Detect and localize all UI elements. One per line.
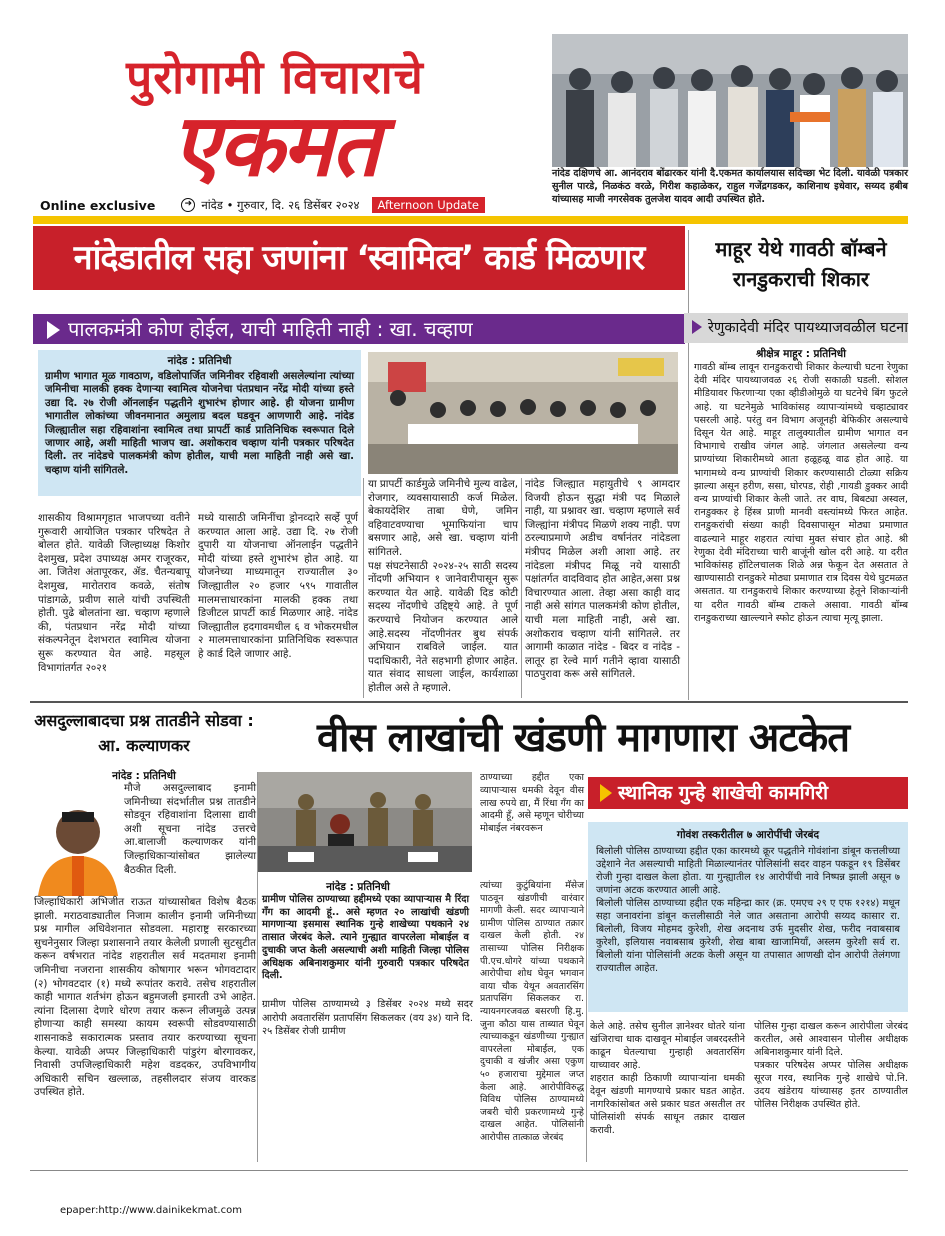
story1-lead-box xyxy=(38,350,361,496)
arrow-right-icon: ➜ xyxy=(181,198,195,212)
story1-col3: या प्रापर्टी कार्डमुळे जमिनीचे मुल्य वाढेल, रोजगार, व्यवसायासाठी कर्ज मिळेल. बेकायदेशिर ताबा घेणे, जमिन वहिवाटवण्याचा भूमाफियांना चाप बसणार आहे, असे खा. चव्हाण यांनी सांगितले. पक्ष संघटनेसाठी २०२४-२५ साठी सदस्य नोंदणी अभियान १ जानेवारीपासून सुरू करण्यात येत आहे. यावेळी दिड कोटी सदस्य नोंदणीचे उद्दिष्ट्ये आहे. ते पूर्ण करण्याचे नियोजन करण्यात आले आहे.सदस्य नोंदणीनंतर बुथ संपर्क अभियान राबविले जाईल. यात पदाधिकारी, नेते सहभागी होणार आहेत. यात संवाद साधला जाईल, कार्यशाळा होतील असे ते म्हणाले. xyxy=(368,478,518,694)
top-photo xyxy=(552,34,908,167)
story5-headline: गोवंश तस्करीतील ७ आरोपींची जेरबंद xyxy=(676,829,820,841)
story4-subhead-text: स्थानिक गुन्हे शाखेची कामगिरी xyxy=(618,782,828,804)
masthead-logo: एकमत xyxy=(171,95,379,196)
press-conference-image xyxy=(368,352,678,474)
story4-colD: पोलिस गुन्हा दाखल करून आरोपीला जेरबंद करतील, असे आश्वासन पोलीस अधीक्षक अबिनाशकुमार यांनी दिले. पत्रकार परिषदेस अप्पर पोलिस अधीक्षक सूरज गरव, स्थानिक गुन्हे शाखेचे पो.नि. उदय खंडेराय यांच्यासह इतर ठाण्यातील पोलिस निरीक्षक उपस्थित होते. xyxy=(754,1021,908,1110)
footer-rule xyxy=(30,1170,908,1171)
story2-byline: श्रीक्षेत्र माहूर : प्रतिनिधी xyxy=(756,348,846,360)
story4-colC: केले आहे. तसेच सुनील ज्ञानेश्वर धोतरे यांना खंजिराचा धाक दाखवून मोबाईल जबरदस्तीने काढून घेतल्याचा गुन्हाही अवतारसिंग याच्यावर आहे. शहरात काही ठिकाणी व्यापाऱ्यांना धमकी देवून खंडणी मागण्याचे प्रकार घडत आहेत. नागरिकांसोबत असे प्रकार घडत असतील तर पोलिसांशी संपर्क साधून तक्रार दाखल करावी. xyxy=(590,1021,745,1136)
story4-lead-box xyxy=(258,894,473,996)
person-portrait-image xyxy=(34,798,122,896)
group-photo-image xyxy=(552,34,908,167)
story1-headline: नांदेडातील सहा जणांना ‘स्वामित्व’ कार्ड मिळणार xyxy=(33,226,685,290)
story1-subhead xyxy=(33,314,685,344)
column-divider xyxy=(521,478,522,698)
play-triangle-icon xyxy=(47,321,60,339)
horizontal-rule xyxy=(30,701,908,703)
story4-byline: नांदेड : प्रतिनिधी xyxy=(326,881,390,893)
top-photo-caption: नांदेड दक्षिणचे आ. आनंदराव बोंढारकर यांनी दै.एकमत कार्यालयास सदिच्छा भेट दिली. यावेळी पत्रकार सुनील पारडे, निळकंठ वरळे, गिरीश कहाळेकर, राहुल गजेंद्रगडकर, काशिनाथ इधेवार, सय्यद हबीब यांच्यासह माजी नगरसेवक तुलजेश यादव आदी उपस्थित होते. xyxy=(552,168,908,205)
story2-body: गावठी बॉम्ब लावून रानडुकराची शिकार केल्याची घटना रेणुका देवी मंदिर पायथ्याजवळ २६ रोजी सकाळी घडली. सोशल मीडियावर फिरणाऱ्या एका व्हीडीओमुळे या घटनेचे बिंग फुटले आहे. या घटनेमुळे भाविकांसह व्यापाऱ्यांमध्ये चव्हाट्यावर पसरली आहे. परंतु वन विभाग अजूनही बेफिकीर असल्याचे दिसून येत आहे. माहूर तालुक्यातील ग्रामीण भागात वन विभागाचे राखीव जंगल आहे. जंगलात असलेल्या वन्य प्राण्यांच्या शिकारीमध्ये आता हळूहळू वाढ होत आहे. या भागामध्ये वन्य प्राण्यांची शिकार करण्यासाठी टोळ्या सक्रिय झाल्या असून हरीण, ससा, घोरपड, रोही ,गायडी डुक्कर आदी वन्य प्राण्यांची शिकार केली जाते. तर वाघ, बिबट्या अस्वल, रानडुक्कर हे हिंस्त्र प्राणी मानवी वस्त्यांमध्ये फिरत आहेत. रानडुकरांची संख्या काही दिवसापासून मोठ्या प्रमाणात वाढल्याने माहूर शहरात त्यांचा मुक्त संचार होत आहे. श्री रेणुका देवी मंदिराच्या चारी बाजूंनी खोल दरी आहे. या दरीत भाविकांसह हॉटिलचालक शिळे अन्न फेकून देत असतात ते खाण्यासाठी रानडुकरे मोठ्या प्रमाणात रात्र दिवस येथे घुटमळत असतात. या रानडुकराचे शिकार करण्याच्या हेतूने शिकाऱ्यांनी या दरीत गावठी बॉम्ब टाकले असावा. गावठी बॉम्ब रानडुकराच्या खाल्ल्याने स्फोट होऊन त्याचा मृत्यू झाला. xyxy=(694,362,908,624)
column-divider xyxy=(586,880,587,1162)
date-text: नांदेड • गुरुवार, दि. २६ डिसेंबर २०२४ xyxy=(201,197,360,212)
story5-body: बिलोली पोलिस ठाण्याच्या हद्दीत एका कारमध्ये क्रूर पद्धतीने गोवंशांना डांबून कत्तलीच्या उद्देशाने नेत असल्याची माहिती मिळाल्यानंतर पोलिसांनी सदर वाहन पकडून १९ डिसेंबर रोजी गुन्हा दाखल केला होता. या गुन्ह्यातील १४ आरोपींची नावे निष्पन्न झाली असून ७ जणांना अटक करण्यात आली आहे. बिलोली पोलिस ठाण्याच्या हद्दीत एक महिन्द्रा कार (क्र. एमएच २९ ए एफ १२१४) मधून सहा जनावरांना डांबून कत्तलीसाठी नेले जात असताना आरोपी सय्यद कासार रा. बिलोली, विजय मोहमद कुरेशी, शेख अदनाथ उर्फ मुदसीर शेख, फरीद नवाबसाब कुरेशी, इलियास नवाबसाब कुरेशी, शेख बाबा खाजामियाँ, अस्लम कुरेशी सर्व रा. बिलोली यांना पोलिसांनी अटक केली असून या तपासात आणखी दोन आरोपी तेलंगणा राज्यातील आहेत. xyxy=(596,846,900,974)
play-triangle-icon xyxy=(692,320,702,334)
story1-col2: मध्ये यासाठी जमिनींचा ड्रोनव्दारे सर्व्हे पूर्ण करण्यात आला आहे. उद्या दि. २७ रोजी दुपारी या योजनाचा ऑनलाईन पद्धतीने मोदी यांच्या हस्ते शुभारंभ होत आहे. या योजनेच्या माध्यमातून राज्यातील ३० जिल्ह्यातील २० हजार ५९५ गावातील मालमत्ताधारकांना मालकी हक्क तथा डिजीटल प्रापर्टी कार्ड मिळणार आहे. नांदेड जिल्ह्यातील हदगावमधील ६ व भोकरमधील २ मालमत्ताधारकांना प्रातिनिधिक स्वरूपात हे कार्ड दिले जाणार आहे. xyxy=(198,512,358,660)
portrait-photo xyxy=(34,798,122,896)
story4-photo xyxy=(258,772,472,872)
story4-colB: त्यांच्या कुटुंबियांना मॅसेज पाठवून खंडणीची वारंवार मागणी केली. सदर व्यापाऱ्याने ग्रामीण पोलिस ठाण्यात तक्रार दाखल केली होती. २४ तासाच्या पोलिस निरीक्षक पी.एच.धोगरे यांच्या पथकाने आरोपीचा शोध घेवून भगवान वाया चौक येथून अवतारसिंग प्रतापसिंग सिकलकर रा. न्यायनगरजवळ बसरणी हि.मु. जुना कौठा यास ताब्यात घेवून त्याच्याकडून खंडणीच्या गुन्ह्यात वापरलेला मोबाईल, एक दुचाकी व खंजीर असा एकुण ५० हजाराचा मुद्देमाल जप्त केला आहे. आरोपीविरुद्ध विविध पोलिस ठाण्यामध्ये जबरी चोरी प्रकरणामध्ये गुन्हे दाखल आहेत. पोलिसांनी आरोपीस तात्काळ जेरबंद xyxy=(480,880,584,1143)
online-exclusive-label: Online exclusive xyxy=(40,197,156,213)
story4-subhead xyxy=(588,777,908,809)
epaper-link[interactable]: epaper:http://www.dainikekmat.com xyxy=(60,1205,242,1216)
yellow-rule xyxy=(33,216,908,224)
story1-photo xyxy=(368,352,678,474)
story1-subhead-text: पालकमंत्री कोण होईल, याची माहिती नाही : खा. चव्हाण xyxy=(68,317,473,341)
story1-byline: नांदेड : प्रतिनिधी xyxy=(167,355,232,367)
police-arrest-image xyxy=(258,772,472,872)
masthead-tagline: पुरोगामी विचाराचे xyxy=(126,50,424,104)
afternoon-update-badge: Afternoon Update xyxy=(372,197,485,213)
story4-colB-top: ठाण्याच्या हद्दीत एका व्यापाऱ्यास धमकी देवून वीस लाख रुपये द्या, मैं रिंधा गँग का आदमी हूँ, असे म्हणून चोरीच्या मोबाईल नंबरवरून xyxy=(480,772,584,835)
column-divider xyxy=(257,772,258,1162)
story2-headline: माहूर येथे गावठी बॉम्बने रानडुकराची शिकार xyxy=(715,237,887,291)
story4-headline: वीस लाखांची खंडणी मागणारा अटकेत xyxy=(316,715,850,761)
story1-col4: नांदेड जिल्ह्यात महायुतीचे ९ आमदार विजयी होऊन सुद्धा मंत्री पद मिळाले नाही, या प्रश्नावर खा. चव्हाण म्हणाले सर्व जिल्ह्यांना मंत्रीपद मिळणे शक्य नाही. पण ठरल्याप्रमाणे अडीच वर्षानंतर नांदेडला मंत्रीपद मिळेल अशी आशा आहे. तर नांदेडला मंत्रीपद मिळू नये यासाठी पक्षांतर्गत वादविवाद होत आहेत,असा प्रश्न विचारण्यात आला. तेव्हा असा काही वाद नाही असे सांगत पालकमंत्री कोण होतील, याची मला माहिती नाही, असे खा. अशोकराव चव्हाण यांनी सांगितले. तर आगामी काळात नांदेड - बिदर व नांदेड - लातूर हा रेल्वे मार्ग गतीने व्हावा यासाठी पाठपुरावा करू असे सांगितले. xyxy=(525,478,680,681)
story3-byline: नांदेड : प्रतिनिधी xyxy=(112,770,176,782)
story3-body: जिल्हाधिकारी अभिजीत राऊत यांच्यासोबत विशेष बैठक झाली. मराठवाड्यातील निजाम कालीन इनामी जमिनीच्या प्रश्न मागील अधिवेशनात सोडवला. महाराष्ट्र सरकारच्या सुचनेनुसार जिल्हा प्रशासनाने तयार केलेली प्रणाली सुटसुटीत करून वर्षभरात नांदेड शहरातील सर्व मदतमाश इनामी जमिनीचा नजराना शासकीय कोषागार भरून भोगवटादार (२) भोगवटदार (१) मध्ये रूपांतर करावे. तसेच शहरातील काही भागात शर्तभंग होऊन बहुमजली इमारती उभे आहेत. त्यांना दिलासा देणारे धोरण तयार करून लीजमुळे उत्पन्न होणाऱ्या काही समस्या कायम स्वरूपी सोडवण्यासाठी शासनाकडे सकारात्मक प्रस्ताव तयार करण्याच्या सूचना केल्या. यावेळी अप्पर जिल्हाधिकारी पांडुरंग बोरगावकर, निवासी उपजिल्हाधिकारी महेश वडदकर, उपविभागीय अधिकारी सचिन खल्लाळ, तहसीलदार संजय वारकड उपस्थित होते. xyxy=(34,896,256,1099)
dateline xyxy=(40,196,530,214)
story4-lead: ग्रामीण पोलिस ठाण्याच्या हद्दीमध्ये एका व्यापाऱ्यास मै रिंदा गँग का आदमी हूं.. असे म्हणत २० लाखांची खंडणी मागणाऱ्या इसमास स्थानिक गुन्हे शाखेच्या पथकाने २४ तासात जेरबंद केले. त्याने गुन्ह्यात वापरलेला मोबाईल व दुचाकी जप्त केली असल्याची अशी माहिती जिल्हा पोलिस अधिक्षक अबिनाशकुमार यांनी गुरुवारी पत्रकार परिषदेत दिली. xyxy=(262,894,469,982)
story5-box xyxy=(588,822,908,1012)
story2-subhead xyxy=(684,313,908,343)
story1-lead: ग्रामीण भागात मूळ गावठाण, वडिलोपार्जित जमिनीवर रहिवाशी असलेल्यांना त्यांच्या जमिनीचा मालकी हक्क देणाऱ्या स्वामित्व योजनेचा पंतप्रधान नरेंद्र मोदी यांच्या हस्ते उद्या दि. २७ रोजी ऑनलाईन पद्धतीने शुभारंभ होणार आहे. ही योजना ग्रामीण भागातील लोकांच्या जीवनमानात अमुलाग्र बदल घडवून आणणारी आहे. नांदेड जिल्ह्यातील सहा रहिवाशांना स्वामित्व तथा प्रापर्टी कार्ड प्रातिनिधिक स्वरूपात दिले जाणार आहे, अशी माहिती भाजप खा. अशोकराव चव्हाण यांनी पत्रकार परिषदेत दिली. तर नांदेडचे पालकमंत्री कोण होतील, याची मला माहिती नाही असे खा. चव्हाण यांनी सांगितले. xyxy=(45,371,354,476)
column-divider xyxy=(363,478,364,698)
story2-subhead-text: रेणुकादेवी मंदिर पायथ्याजवळील घटना xyxy=(708,320,908,336)
story3-body-top: मौजे असदुल्लाबाद इनामी जमिनीच्या संदर्भातील प्रश्न तातडीने सोडवून रहिवाशांना दिलासा द्यावी अशी सूचना नांदेड उत्तरचे आ.बालाजी कल्याणकर यांनी जिल्हाधिकाऱ्यांसोबत झालेल्या बैठकीत दिली. xyxy=(124,782,256,876)
story4-colA: ग्रामीण पोलिस ठाण्यामध्ये ३ डिसेंबर २०२४ मध्ये सदर आरोपी अवतारसिंग प्रतापसिंग सिकलकर (वय ३४) याने दि. २५ डिसेंबर रोजी ग्रामीण xyxy=(262,999,473,1038)
play-triangle-icon xyxy=(600,784,612,802)
story3-headline: असदुल्लाबादचा प्रश्न तातडीने सोडवा : आ. कल्याणकर xyxy=(34,711,254,755)
column-divider xyxy=(688,230,689,700)
story1-col1: शासकीय विश्रामगृहात भाजपच्या वतीने गुरूवारी आयोजित पत्रकार परिषदेत ते बोलत होते. यावेळी जिल्हाध्यक्ष किशोर देशमुख, प्रदेश उपाध्यक्ष अमर राजूरकर, आ. जितेश अंतापूरकर, ॲड. चैतन्यबापू देशमुख, मारोतराव कवळे, संतोष पांडागळे, प्रवीण साले यांची उपस्थिती होती. पुढे बोलतांना खा. चव्हाण म्हणाले की, पंतप्रधान नरेंद्र मोदी यांच्या संकल्पनेतून देशभरात स्वामित्व योजना सुरू करण्यात येत आहे. महसूल विभागांतर्गत २०२१ xyxy=(38,512,190,674)
